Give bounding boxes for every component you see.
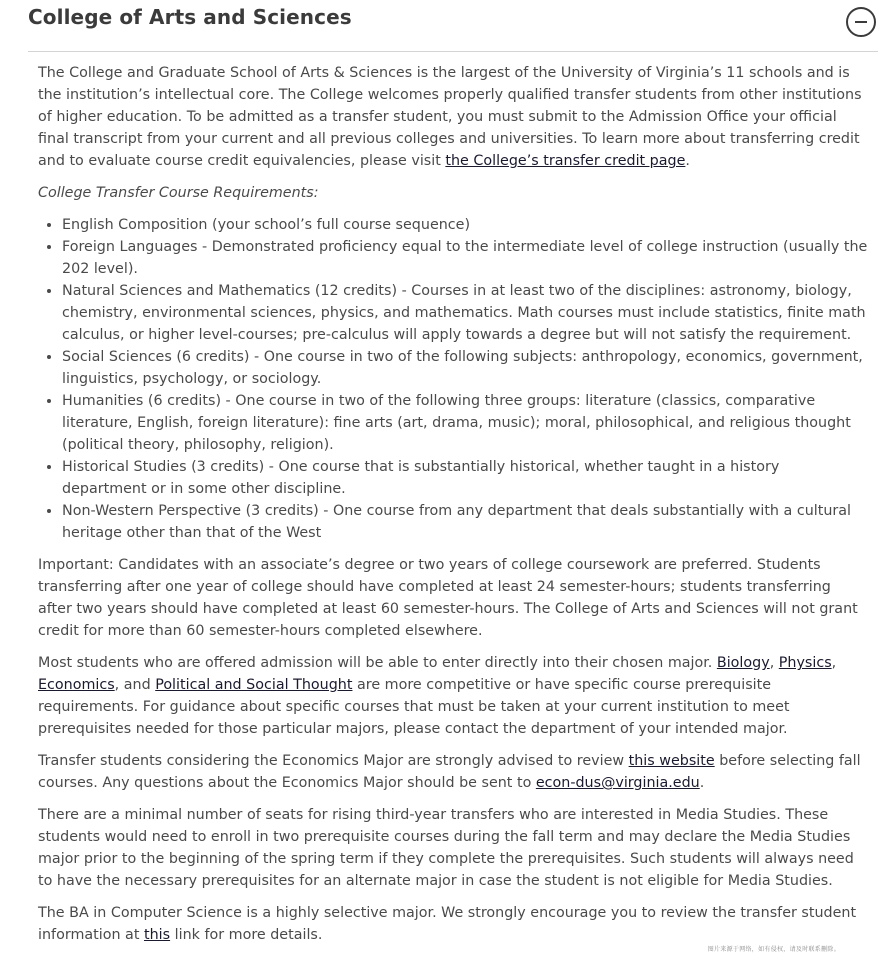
cs-info-link[interactable]: this: [143, 927, 171, 943]
minus-circle-icon: [855, 21, 867, 23]
list-item: • Humanities (6 credits) - One course in two of the following three groups: literature (classics, comparative literature, English, foreign literature): fine arts (art, drama, music); moral, philosophical, and religious thought (political theory, philosophy, religion).: [62, 390, 868, 456]
computer-science-paragraph: The BA in Computer Science is a highly selective major. We strongly encourage you to review the transfer student information at this link for more details.: [38, 905, 857, 943]
econ-email-link[interactable]: econ-dus@virginia.edu: [535, 775, 700, 791]
page-title: College of Arts and Sciences: [28, 5, 352, 29]
accordion-content: [38, 62, 868, 956]
list-item: • English Composition (your school’s full course sequence): [62, 214, 868, 236]
collapse-toggle-button[interactable]: [846, 7, 876, 37]
transfer-credit-link[interactable]: the College’s transfer credit page: [445, 153, 686, 169]
intro-paragraph: The College and Graduate School of Arts & Sciences is the largest of the University of Virginia’s 11 schools and is the institution’s intellectual core. The College welcomes properly qualified transfer students from other institutions of higher education. To be admitted as a transfer student, you must submit to the Admission Office your official final transcript from your current and all previous colleges and universities. To learn more about transferring credit and to evaluate course credit equivalencies, please visit the College’s transfer credit page.: [38, 65, 862, 169]
majors-paragraph: Most students who are offered admission will be able to enter directly into their chosen major. Biology, Physics, Economics, and Political and Social Thought are more competitive or have specific course prerequisite requirements. For guidance about specific courses that must be taken at your current institution to meet prerequisites needed for those particular majors, please contact the department of your intended major.: [38, 655, 837, 737]
list-item: • Natural Sciences and Mathematics (12 credits) - Courses in at least two of the disciplines: astronomy, biology, chemistry, environmental sciences, physics, and mathematics. Math courses must include statistics, finite math calculus, or higher level-courses; pre-calculus will apply towards a degree but will not satisfy the requirement.: [62, 280, 868, 346]
list-item: • Foreign Languages - Demonstrated proficiency equal to the intermediate level of college instruction (usually the 202 level).: [62, 236, 868, 280]
economics-website-link[interactable]: this website: [628, 753, 715, 769]
economics-paragraph: Transfer students considering the Economics Major are strongly advised to review this website before selecting fall courses. Any questions about the Economics Major should be sent to econ-dus@virginia.edu.: [38, 753, 861, 791]
economics-link[interactable]: Economics: [38, 677, 115, 693]
requirements-heading: College Transfer Course Requirements:: [38, 185, 319, 201]
political-social-thought-link[interactable]: Political and Social Thought: [155, 677, 353, 693]
physics-link[interactable]: Physics: [778, 655, 832, 671]
important-paragraph: Important: Candidates with an associate’s degree or two years of college coursework are preferred. Students transferring after one year of college should have completed at least 24 semester-hours; students transferring after two years should have completed at least 60 semester-hours. The College of Arts and Sciences will not grant credit for more than 60 semester-hours completed elsewhere.: [38, 557, 858, 639]
list-item: • Historical Studies (3 credits) - One course that is substantially historical, whether taught in a history department or in some other discipline.: [62, 456, 868, 500]
list-item: • Non-Western Perspective (3 credits) - One course from any department that deals substantially with a cultural heritage other than that of the West: [62, 500, 868, 544]
media-studies-paragraph: There are a minimal number of seats for rising third-year transfers who are interested in Media Studies. These students would need to enroll in two prerequisite courses during the fall term and may declare the Media Studies major prior to the beginning of the spring term if they complete the prerequisites. Such students will always need to have the necessary prerequisites for an alternate major in case the student is not eligible for Media Studies.: [38, 807, 854, 889]
accordion-header[interactable]: [28, 0, 878, 52]
list-item: • Social Sciences (6 credits) - One course in two of the following subjects: anthropology, economics, government, linguistics, psychology, or sociology.: [62, 346, 868, 390]
requirements-list: [38, 214, 868, 544]
biology-link[interactable]: Biology: [716, 655, 770, 671]
watermark: 图片来源于网络，如有侵权，请及时联系删除。: [707, 946, 840, 953]
